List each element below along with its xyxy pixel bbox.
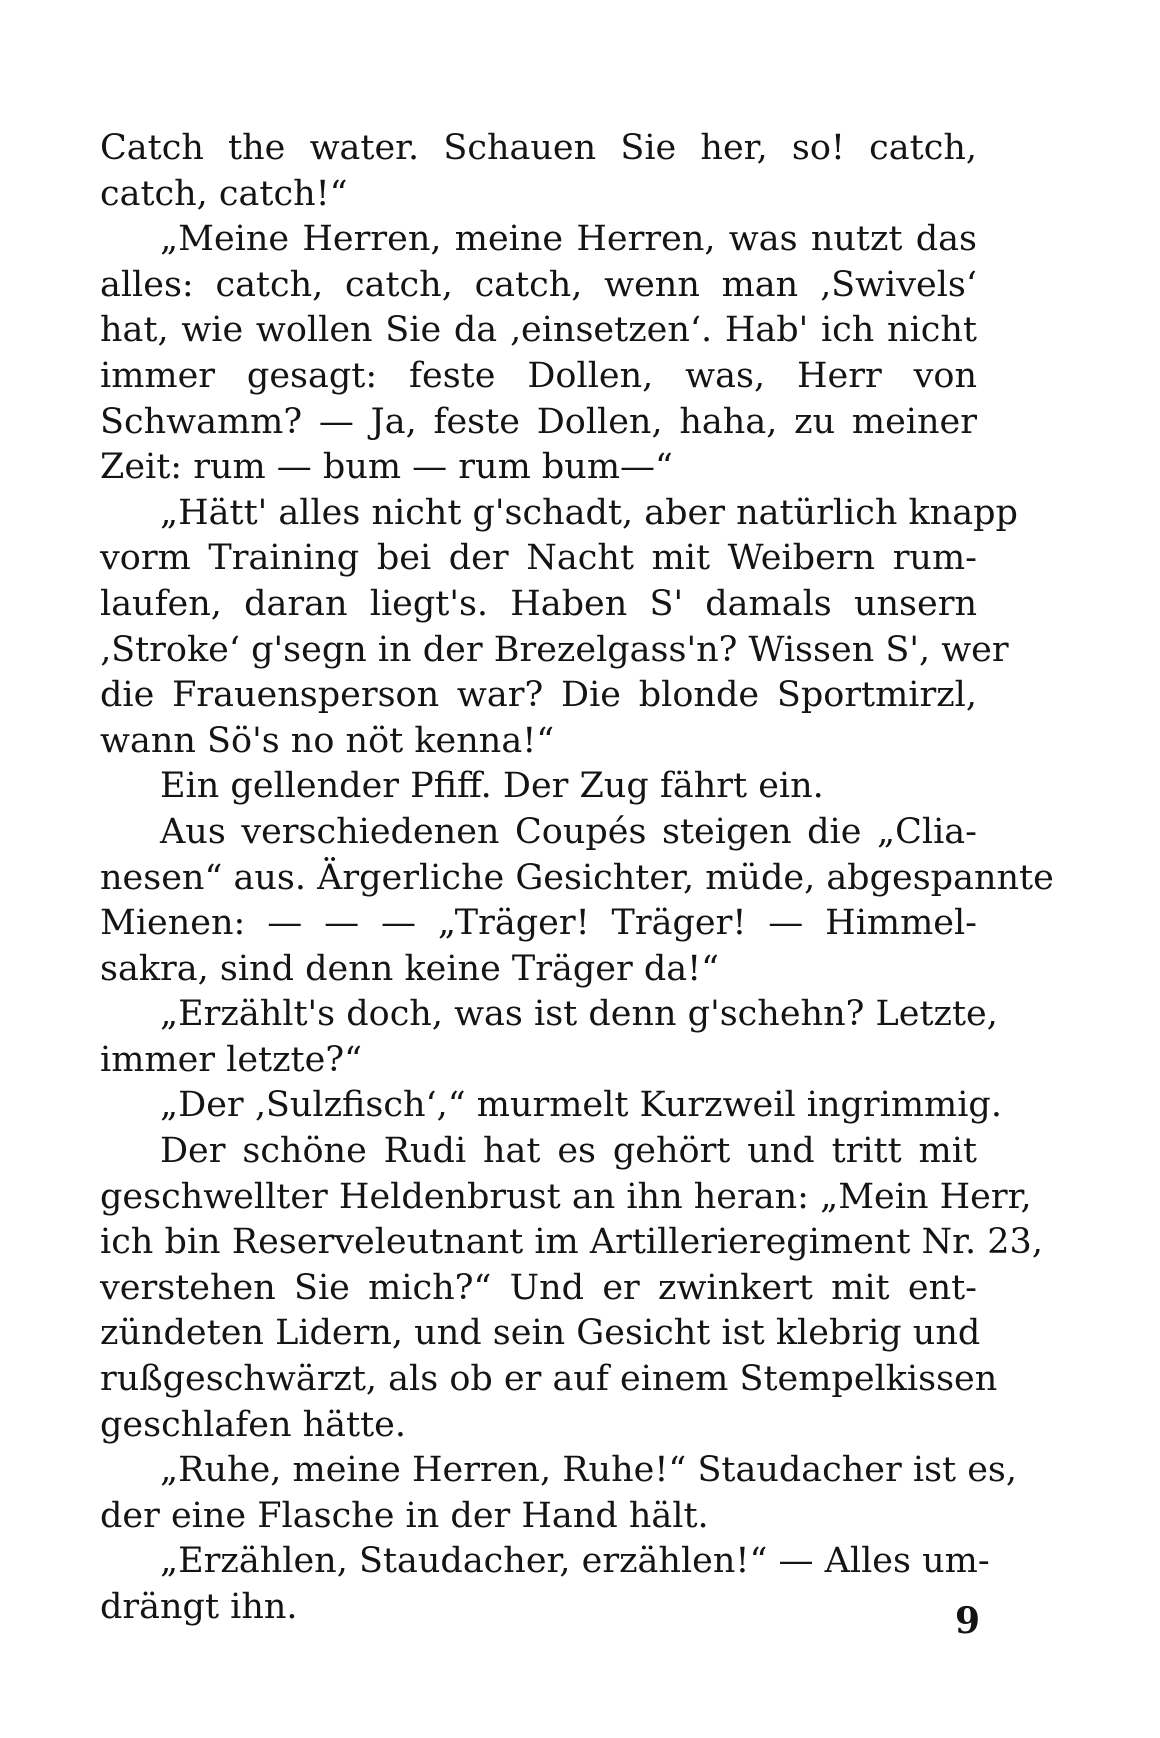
text-line: „Meine Herren, meine Herren, was nutzt das <box>160 219 977 260</box>
text-line: Catch the water. Schauen Sie her, so! catch, <box>100 128 977 168</box>
text-line: geschlafen hätte. <box>100 1404 406 1445</box>
text-line: geschwellter Heldenbrust an ihn heran: „Mein Herr, <box>100 1176 1032 1217</box>
text-line: wann Sö's no nöt kenna!“ <box>100 720 555 761</box>
text-line: sakra, sind denn keine Träger da!“ <box>100 948 720 989</box>
text-line: Der schöne Rudi hat es gehört und tritt mit <box>160 1131 977 1172</box>
text-line: „Der ‚Sulzfisch‘,“ murmelt Kurzweil ingrimmig. <box>160 1085 1002 1126</box>
text-line: „Ruhe, meine Herren, Ruhe!“ Staudacher ist es, <box>160 1450 1018 1491</box>
text-line: laufen, daran liegt's. Haben S' damals unsern <box>100 583 977 624</box>
text-line: ich bin Reserveleutnant im Artillerieregiment Nr. 23, <box>100 1222 1043 1263</box>
text-line: zündeten Lidern, und sein Gesicht ist klebrig und <box>100 1313 981 1354</box>
body-text <box>100 126 1054 1631</box>
text-line: nesen“ aus. Ärgerliche Gesichter, müde, abgespannte <box>100 857 1054 898</box>
page-number: 9 <box>954 1600 980 1642</box>
text-line: verstehen Sie mich?“ Und er zwinkert mit ent- <box>100 1267 977 1308</box>
text-line: Aus verschiedenen Coupés steigen die „Clia- <box>160 811 977 852</box>
text-line: rußgeschwärzt, als ob er auf einem Stempelkissen <box>100 1359 998 1400</box>
text-line: immer gesagt: feste Dollen, was, Herr von <box>100 355 977 396</box>
text-line: „Hätt' alles nicht g'schadt, aber natürlich knapp <box>160 492 1018 533</box>
text-line: der eine Flasche in der Hand hält. <box>100 1495 709 1536</box>
text-line: die Frauensperson war? Die blonde Sportmirzl, <box>100 675 977 716</box>
text-line: Zeit: rum — bum — rum bum—“ <box>100 447 673 488</box>
text-line: Ein gellender Pfiff. Der Zug fährt ein. <box>160 766 824 807</box>
text-line: drängt ihn. <box>100 1587 298 1627</box>
text-line: hat, wie wollen Sie da ‚einsetzen‘. Hab' ich nicht <box>100 310 977 351</box>
text-line: „Erzählen, Staudacher, erzählen!“ — Alles um- <box>160 1541 990 1582</box>
text-line: vorm Training bei der Nacht mit Weibern rum- <box>100 538 977 579</box>
text-line: immer letzte?“ <box>100 1039 362 1080</box>
text-line: „Erzählt's doch, was ist denn g'schehn? Letzte, <box>160 994 998 1035</box>
text-line: Mienen: — — — „Träger! Träger! — Himmel- <box>100 903 977 944</box>
text-line: ‚Stroke‘ g'segn in der Brezelgass'n? Wissen S', wer <box>100 629 1009 670</box>
text-line: alles: catch, catch, catch, wenn man ‚Swivels‘ <box>100 264 977 305</box>
text-line: Schwamm? — Ja, feste Dollen, haha, zu meiner <box>100 401 977 442</box>
text-line: catch, catch!“ <box>100 173 348 214</box>
